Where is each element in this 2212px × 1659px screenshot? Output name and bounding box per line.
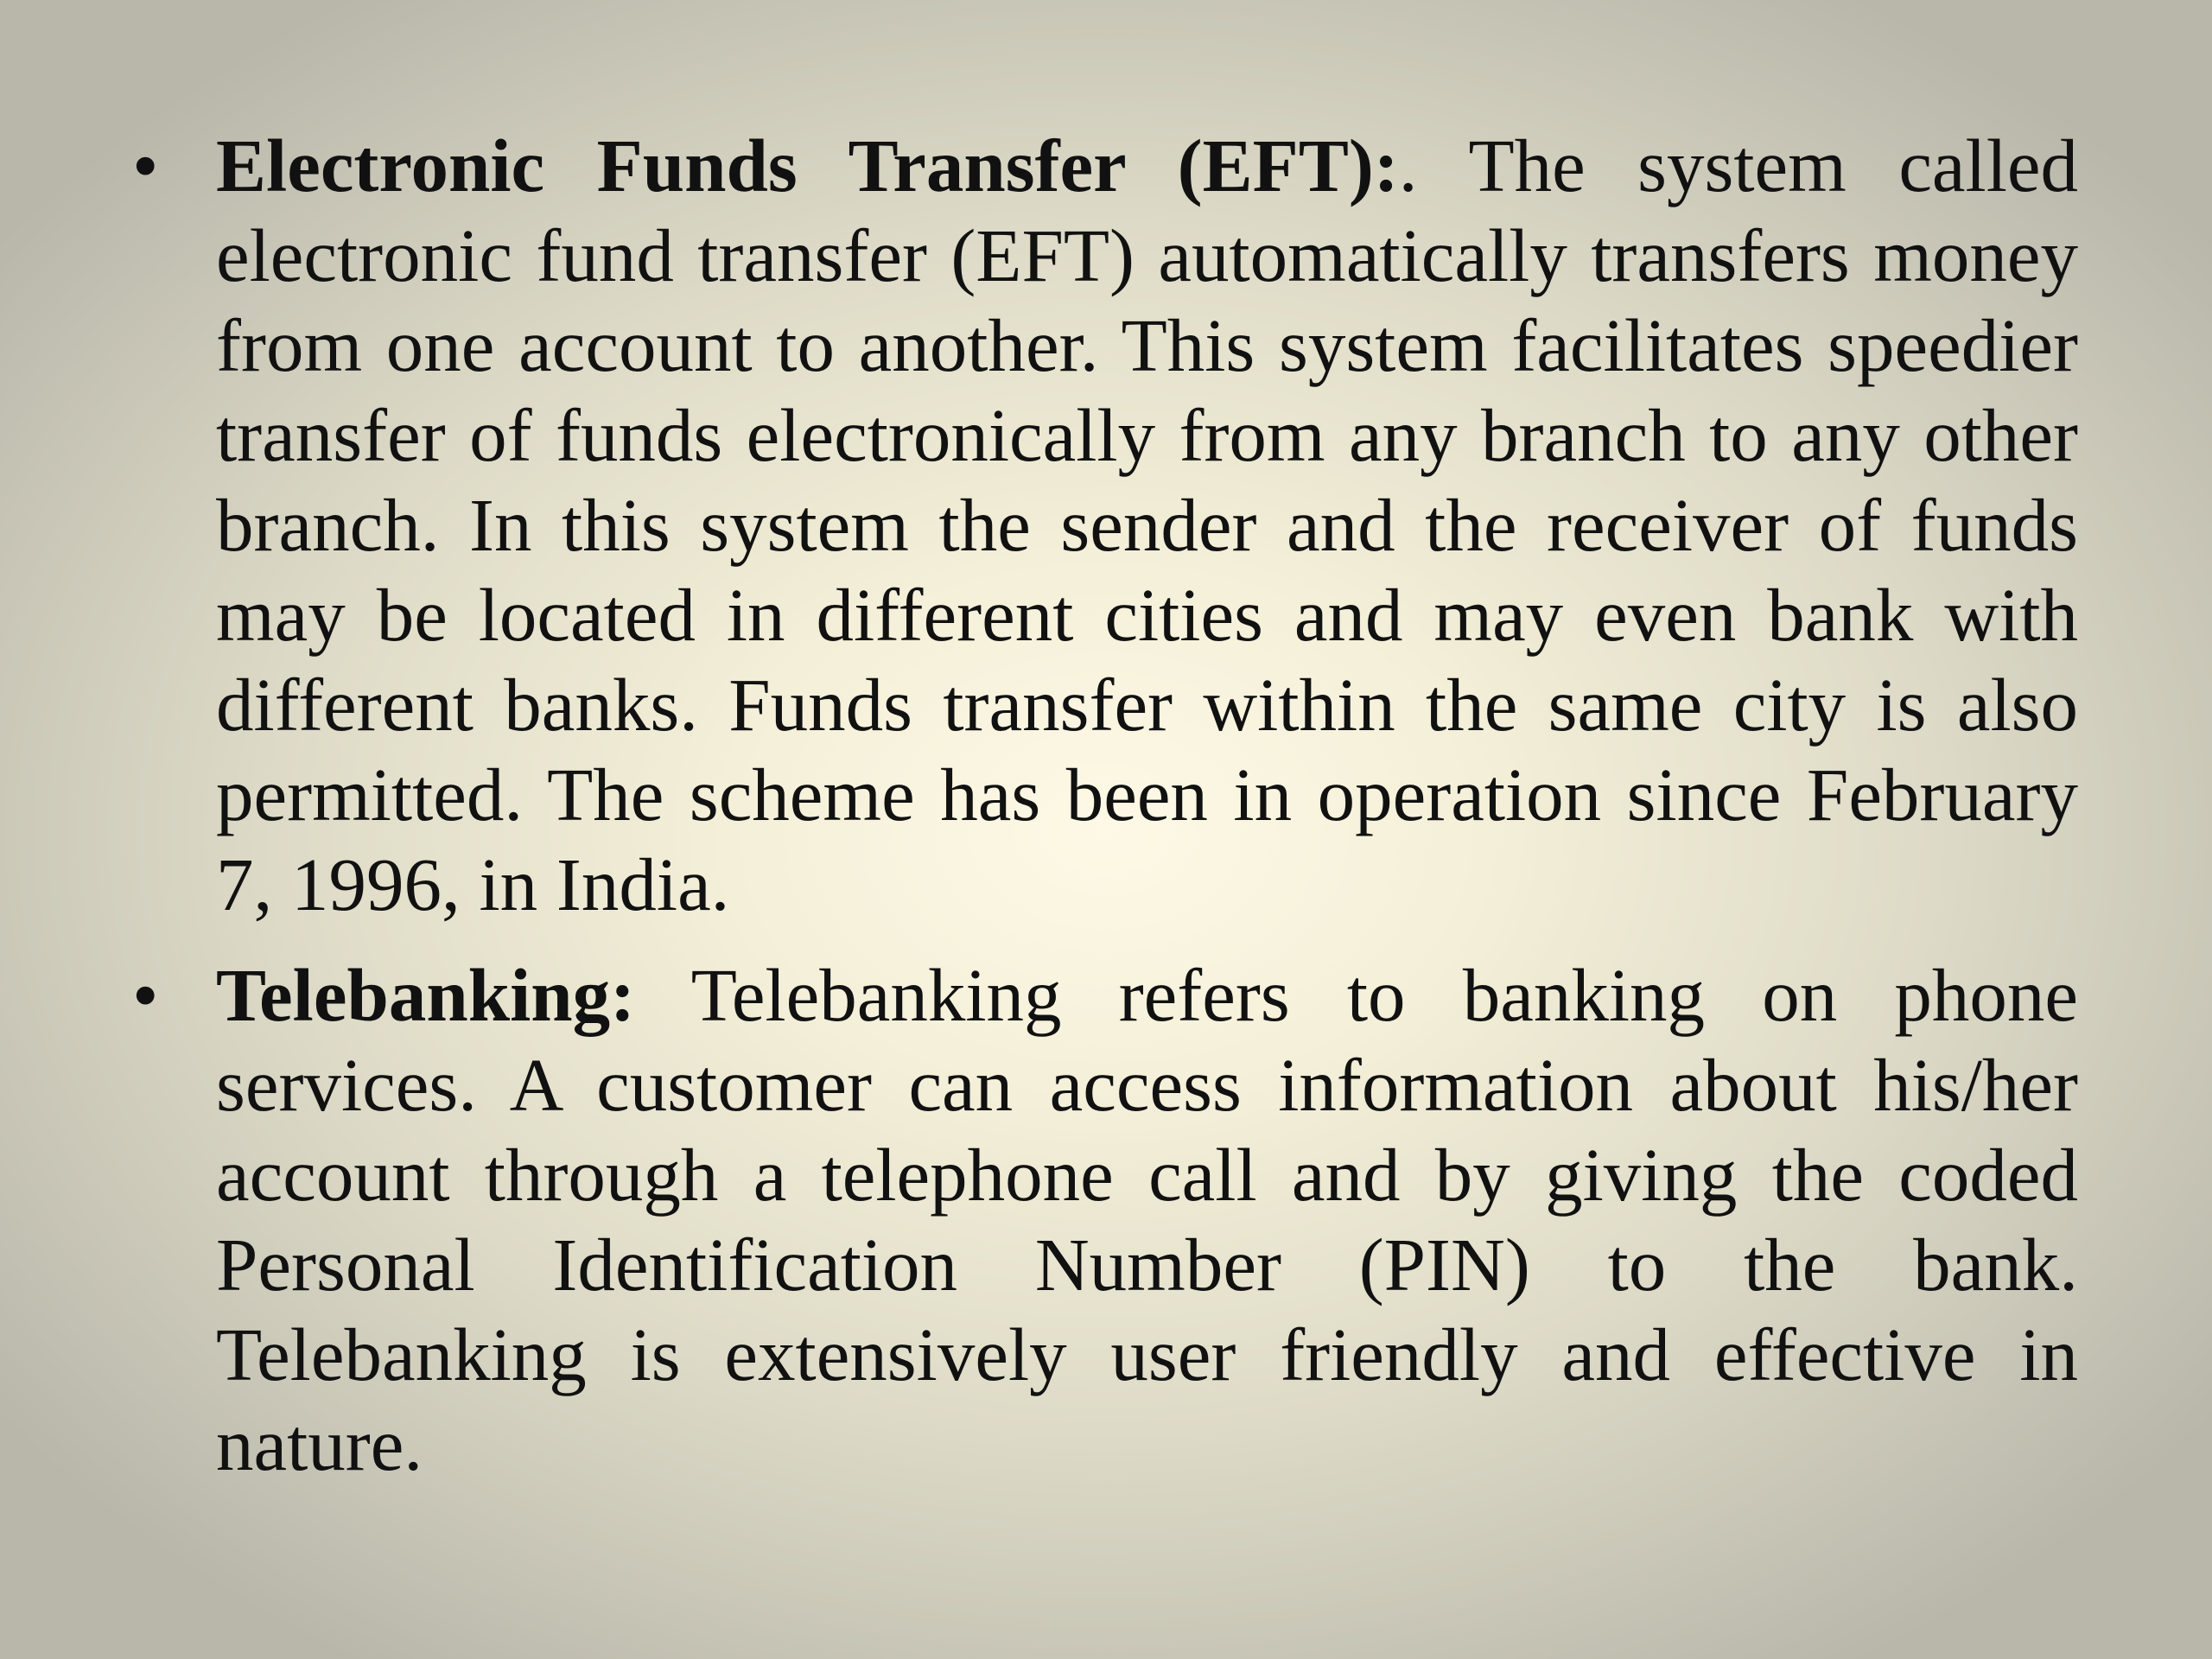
bullet-list: [125, 121, 2078, 1510]
bullet-text-telebanking: Telebanking refers to banking on phone services. A customer can access information about his/her account through a telephone call and by giving the coded Personal Identification Number (PIN) to the bank. Telebanking is extensively user friendly and effective in nature.: [216, 953, 2078, 1486]
bullet-marker-icon: •: [132, 124, 159, 207]
bullet-term-telebanking: Telebanking:: [216, 953, 636, 1037]
bullet-text-eft: . The system called electronic fund transfer (EFT) automatically transfers money from one account to another. This system facilitates speedier transfer of funds electronically from any branch to any other branch. In this system the sender and the receiver of funds may be located in different cities and may even bank with different banks. Funds transfer within the same city is also permitted. The scheme has been in operation since February 7, 1996, in India.: [216, 124, 2079, 926]
bullet-item-telebanking: [125, 950, 2078, 1490]
bullet-item-eft: [125, 121, 2078, 930]
bullet-term-eft: Electronic Funds Transfer (EFT):: [216, 124, 1399, 207]
bullet-marker-icon: •: [132, 953, 159, 1037]
